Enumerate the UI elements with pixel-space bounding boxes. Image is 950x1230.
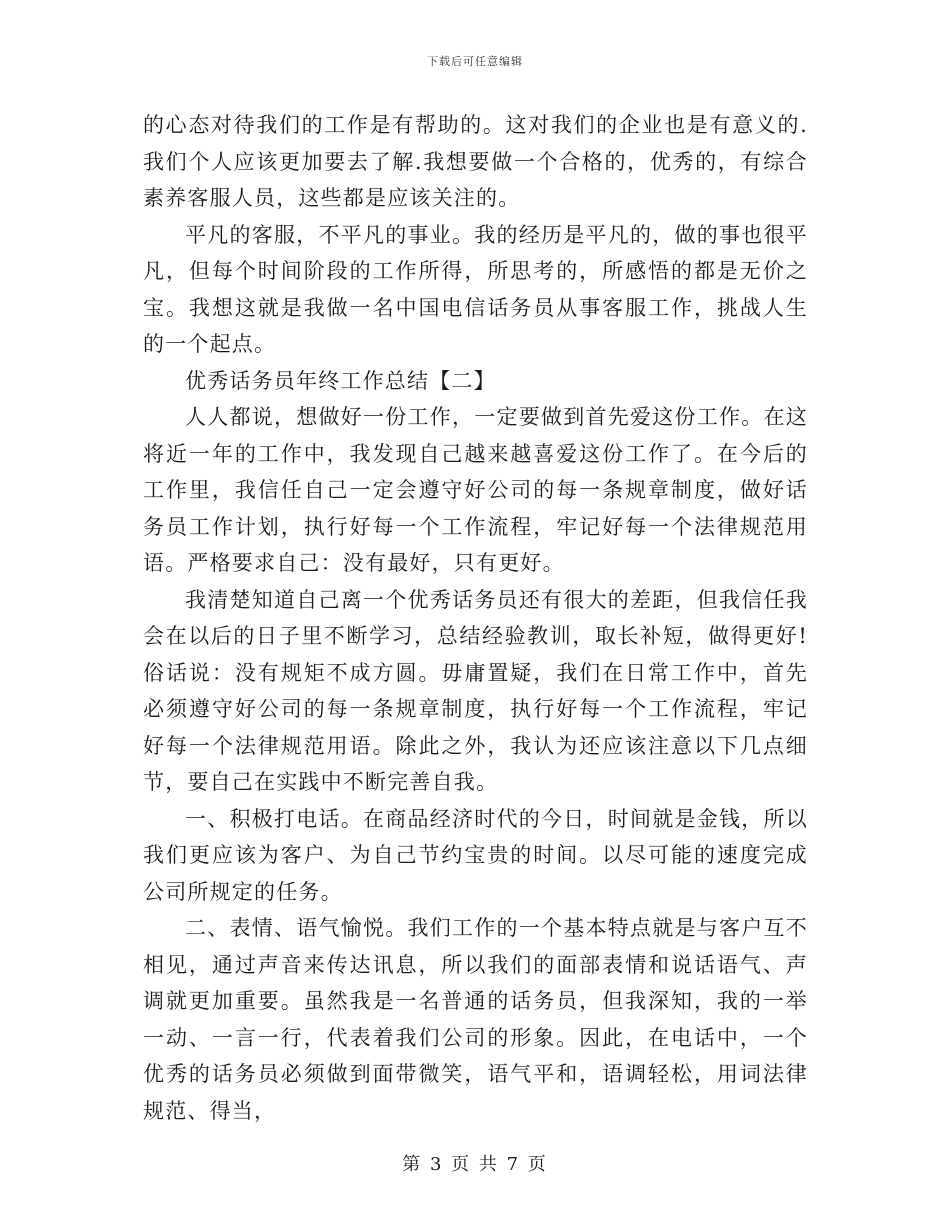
paragraph-point-one: 一、积极打电话。在商品经济时代的今日，时间就是金钱，所以我们更应该为客户、为自己节约宝贵的时间。以尽可能的速度完成公司所规定的任务。 <box>143 806 808 904</box>
paragraph-continuation: 的心态对待我们的工作是有帮助的。这对我们的企业也是有意义的.我们个人应该更加要去了解.我想要做一个合格的，优秀的，有综合素养客服人员，这些都是应该关注的。 <box>143 113 808 210</box>
paragraph-love-work: 人人都说，想做好一份工作，一定要做到首先爱这份工作。在这将近一年的工作中，我发现自己越来越喜爱这份工作了。在今后的工作里，我信任自己一定会遵守好公司的每一条规章制度，做好话务员工作计划，执行好每一个工作流程，牢记好每一个法律规范用语。严格要求自己：没有最好，只有更好。 <box>143 405 808 575</box>
document-body <box>143 107 808 1129</box>
paragraph-gap-learning: 我清楚知道自己离一个优秀话务员还有很大的差距，但我信任我会在以后的日子里不断学习，总结经验教训，取长补短，做得更好!俗话说：没有规矩不成方圆。毋庸置疑，我们在日常工作中，首先必须遵守好公司的每一条规章制度，执行好每一个工作流程，牢记好每一个法律规范用语。除此之外，我认为还应该注意以下几点细节，要自己在实践中不断完善自我。 <box>143 587 808 794</box>
section-heading: 优秀话务员年终工作总结【二】 <box>185 368 496 393</box>
paragraph-point-two: 二、表情、语气愉悦。我们工作的一个基本特点就是与客户互不相见，通过声音来传达讯息，所以我们的面部表情和说话语气、声调就更加重要。虽然我是一名普通的话务员，但我深知，我的一举一动、一言一行，代表着我们公司的形象。因此，在电话中，一个优秀的话务员必须做到面带微笑，语气平和，语调轻松，用词法律规范、得当， <box>143 916 808 1123</box>
paragraph-ordinary-service: 平凡的客服，不平凡的事业。我的经历是平凡的，做的事也很平凡，但每个时间阶段的工作所得，所思考的，所感悟的都是无价之宝。我想这就是我做一名中国电信话务员从事客服工作，挑战人生的一个起点。 <box>143 222 808 356</box>
page-number: 第 3 页 共 7 页 <box>402 1154 548 1175</box>
download-edit-note: 下载后可任意编辑 <box>427 55 523 68</box>
